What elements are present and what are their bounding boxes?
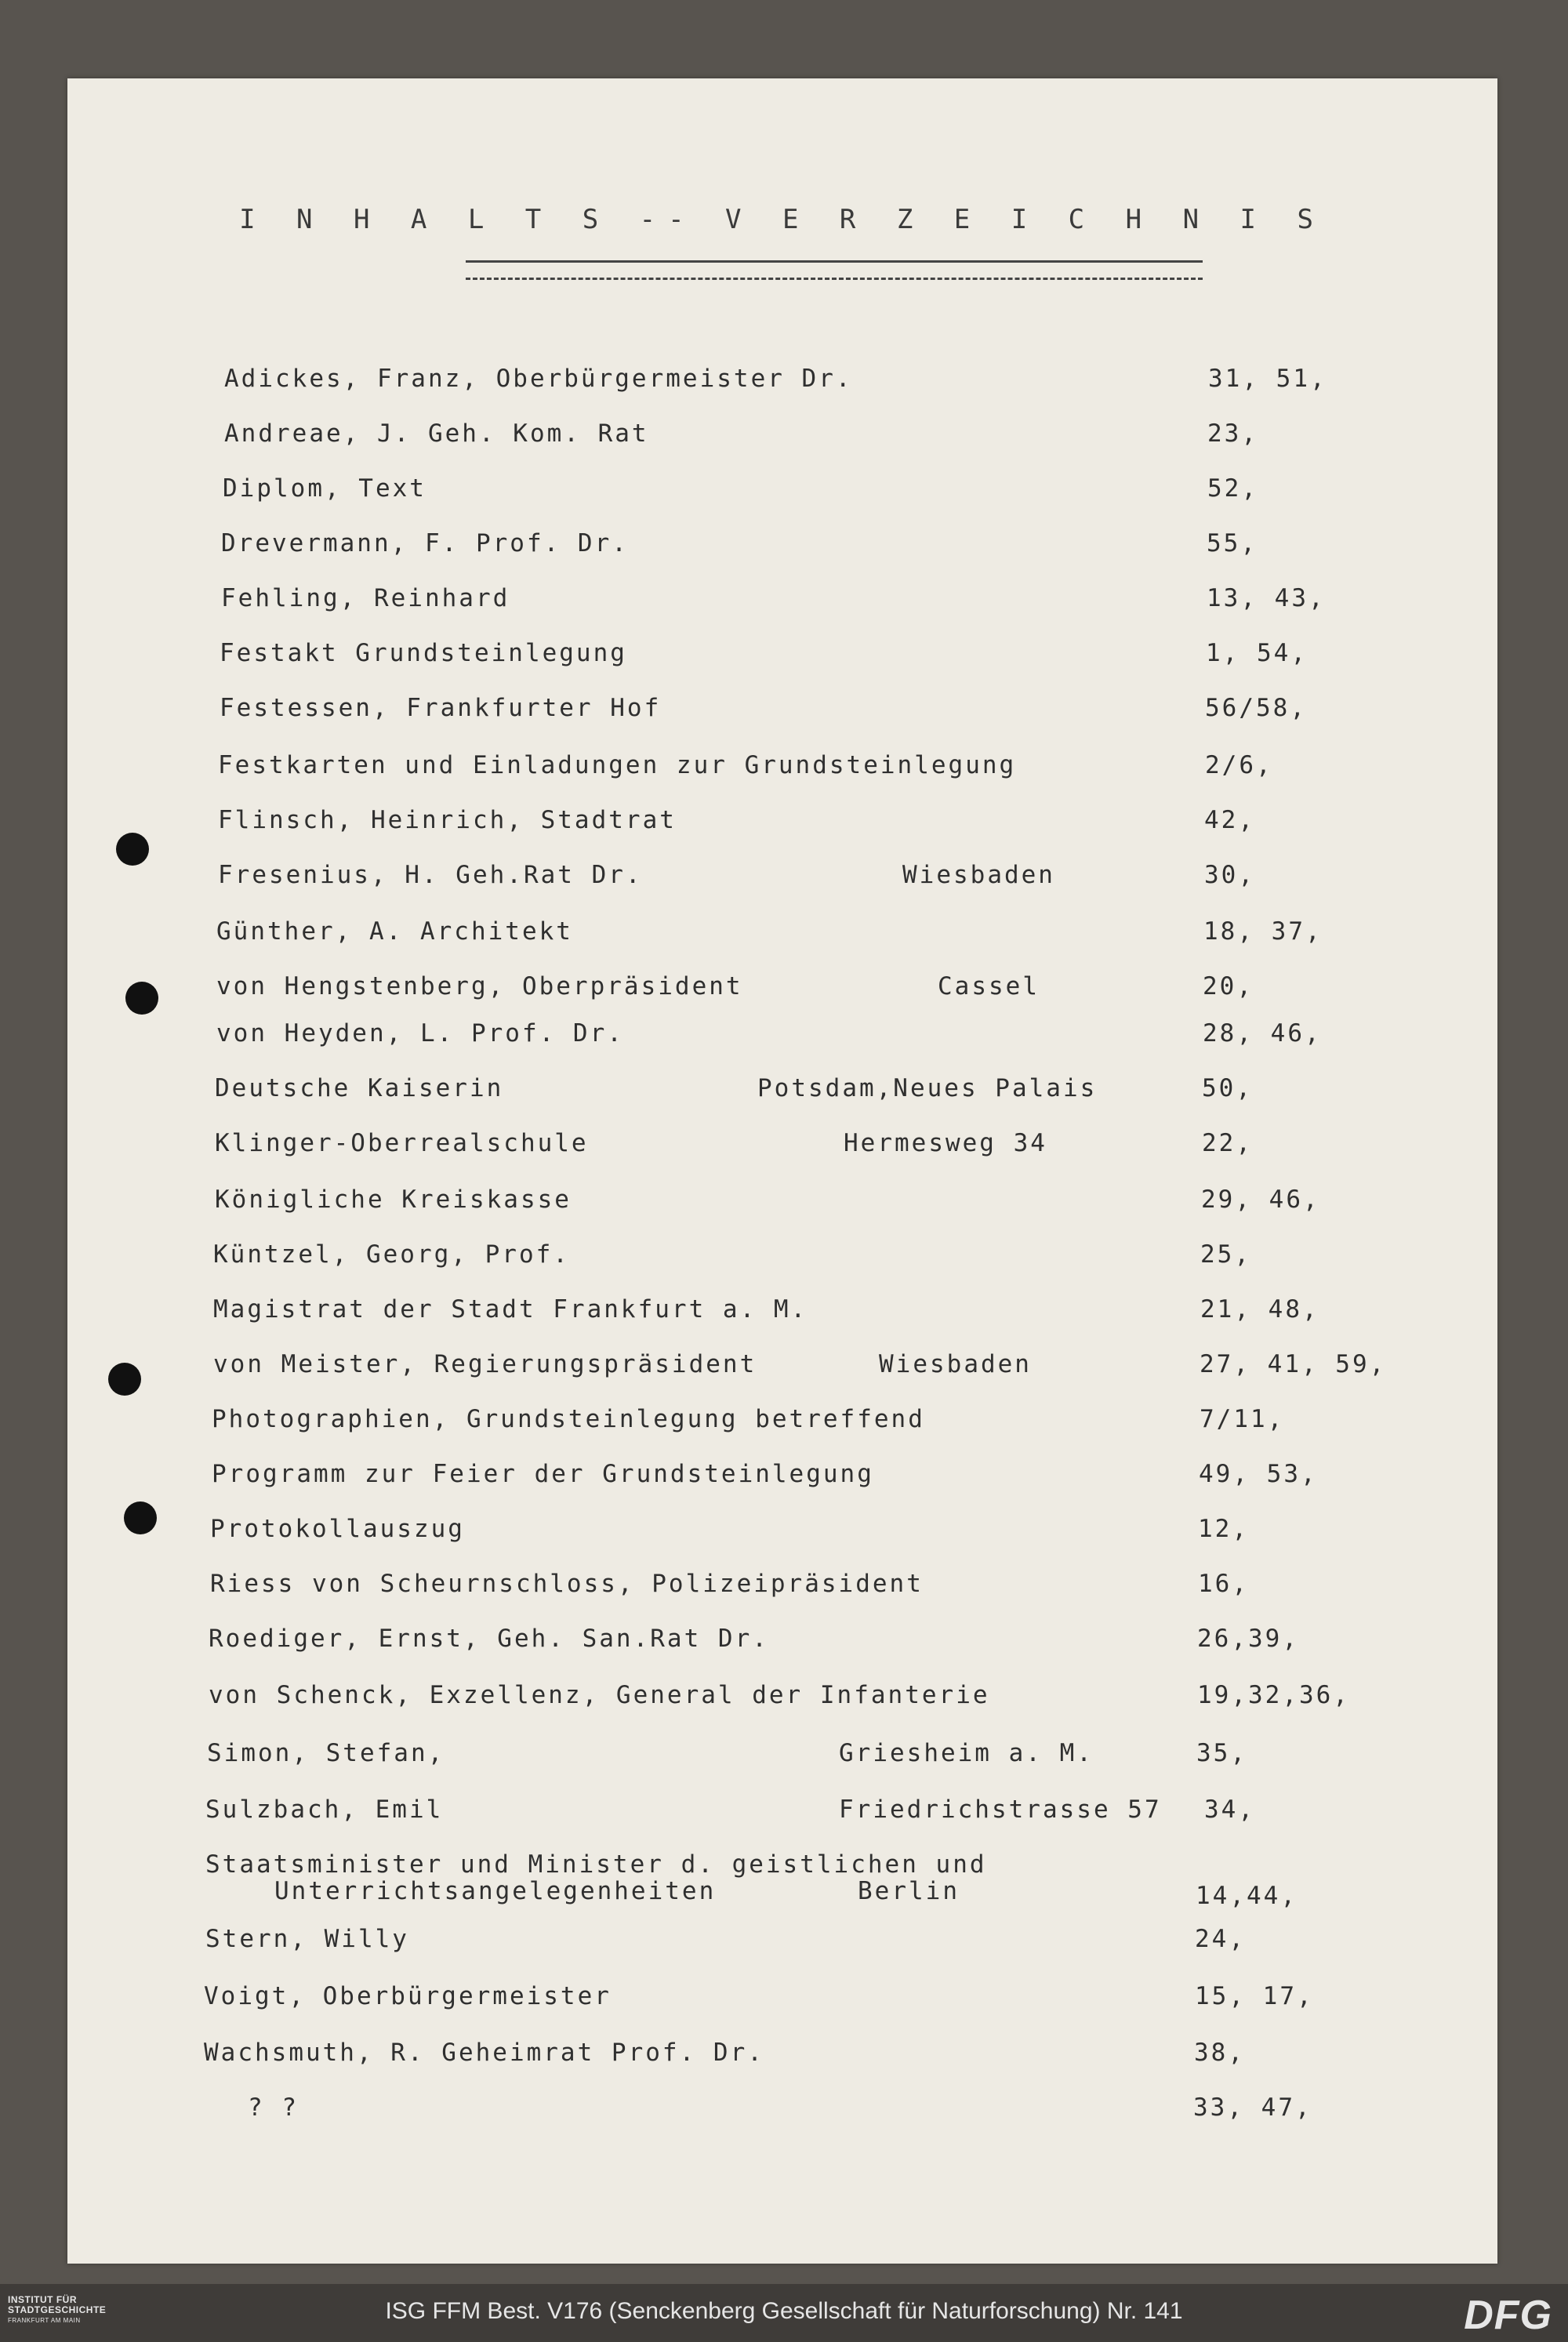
entry-pages: 35,: [1196, 1739, 1247, 1767]
entry-name: Flinsch, Heinrich, Stadtrat: [218, 806, 677, 834]
entry-place: Potsdam,Neues Palais: [757, 1074, 1098, 1102]
index-entry: [67, 1850, 1497, 1910]
entry-pages: 49, 53,: [1199, 1460, 1318, 1488]
entry-place: Friedrichstrasse 57: [839, 1796, 1162, 1824]
entry-pages: 18, 37,: [1203, 917, 1323, 946]
index-entry: [67, 1570, 1497, 1625]
index-entry: [67, 806, 1497, 861]
entry-pages: 38,: [1194, 2039, 1245, 2067]
entry-name: Simon, Stefan,: [207, 1739, 445, 1767]
punch-hole: [108, 1363, 141, 1396]
punch-hole: [125, 982, 158, 1015]
entry-name-continued: Unterrichtsangelegenheiten: [274, 1877, 717, 1905]
index-entry: [67, 861, 1497, 916]
index-entry: [67, 529, 1497, 584]
index-entry: [67, 1405, 1497, 1460]
entry-name: ? ?: [248, 2093, 299, 2122]
entry-name: Königliche Kreiskasse: [215, 1186, 572, 1214]
entry-place: Wiesbaden: [879, 1350, 1032, 1378]
entry-name: Magistrat der Stadt Frankfurt a. M.: [213, 1295, 808, 1324]
entry-pages: 56/58,: [1205, 694, 1307, 722]
entry-place: Cassel: [938, 972, 1040, 1000]
entry-pages: 15, 17,: [1195, 1982, 1314, 2010]
index-entry: [67, 1625, 1497, 1679]
entry-pages: 55,: [1207, 529, 1258, 557]
entry-pages: 28, 46,: [1203, 1019, 1322, 1048]
entry-pages: 52,: [1207, 474, 1258, 503]
entry-name: von Hengstenberg, Oberpräsident: [216, 972, 743, 1000]
entry-pages: 30,: [1204, 861, 1255, 889]
entry-pages: 27, 41, 59,: [1200, 1350, 1387, 1378]
entry-pages: 16,: [1198, 1570, 1249, 1598]
entry-name: Drevermann, F. Prof. Dr.: [221, 529, 629, 557]
index-entry: [67, 1460, 1497, 1515]
index-list: [67, 78, 1497, 2264]
entry-name: Staatsminister und Minister d. geistlichen und: [205, 1850, 987, 1879]
entry-pages: 42,: [1204, 806, 1255, 834]
entry-pages: 33, 47,: [1193, 2093, 1312, 2122]
index-entry: [67, 2093, 1497, 2148]
entry-name: von Meister, Regierungspräsident: [213, 1350, 757, 1378]
entry-pages: 12,: [1198, 1515, 1249, 1543]
archive-caption: ISG FFM Best. V176 (Senckenberg Gesellschaft für Naturforschung) Nr. 141: [385, 2298, 1183, 2324]
entry-place: Wiesbaden: [902, 861, 1055, 889]
entry-name: Programm zur Feier der Grundsteinlegung: [212, 1460, 874, 1488]
entry-pages: 24,: [1195, 1925, 1246, 1953]
entry-name: Klinger-Oberrealschule: [215, 1129, 589, 1157]
index-entry: [67, 584, 1497, 639]
index-entry: [67, 419, 1497, 474]
entry-pages: 50,: [1202, 1074, 1253, 1102]
entry-pages: 21, 48,: [1200, 1295, 1319, 1324]
entry-name: von Heyden, L. Prof. Dr.: [216, 1019, 624, 1048]
entry-name: Riess von Scheurnschloss, Polizeipräsident: [210, 1570, 924, 1598]
entry-pages: 14,44,: [1196, 1882, 1298, 1910]
index-entry: [67, 1295, 1497, 1350]
entry-name: Festakt Grundsteinlegung: [220, 639, 627, 667]
entry-pages: 26,39,: [1197, 1625, 1299, 1653]
page-title: I N H A L T S -- V E R Z E I C H N I S: [239, 204, 1326, 235]
index-entry: [67, 365, 1497, 419]
index-entry: [67, 1982, 1497, 2037]
entry-pages: 20,: [1203, 972, 1254, 1000]
entry-name: von Schenck, Exzellenz, General der Infanterie: [209, 1681, 990, 1709]
index-entry: [67, 639, 1497, 694]
entry-name: Festessen, Frankfurter Hof: [220, 694, 662, 722]
entry-place: Hermesweg 34: [844, 1129, 1047, 1157]
entry-pages: 19,32,36,: [1197, 1681, 1350, 1709]
dfg-logo: DFG: [1464, 2293, 1552, 2338]
entry-pages: 29, 46,: [1201, 1186, 1320, 1214]
entry-name: Wachsmuth, R. Geheimrat Prof. Dr.: [204, 2039, 764, 2067]
institute-logo: INSTITUT FÜR STADTGESCHICHTE FRANKFURT AM MAIN: [8, 2294, 107, 2324]
entry-pages: 2/6,: [1205, 751, 1273, 779]
entry-name: Protokollauszug: [210, 1515, 465, 1543]
entry-name: Stern, Willy: [205, 1925, 409, 1953]
entry-pages: 1, 54,: [1206, 639, 1308, 667]
entry-pages: 34,: [1204, 1796, 1255, 1824]
index-entry: [67, 1681, 1497, 1736]
archive-footer: [0, 2284, 1568, 2342]
entry-name: Photographien, Grundsteinlegung betreffend: [212, 1405, 925, 1433]
entry-name: Fehling, Reinhard: [221, 584, 510, 612]
index-entry: [67, 2039, 1497, 2093]
entry-pages: 31, 51,: [1208, 365, 1327, 393]
index-entry: [67, 1129, 1497, 1184]
entry-pages: 23,: [1207, 419, 1258, 448]
entry-name: Roediger, Ernst, Geh. San.Rat Dr.: [209, 1625, 769, 1653]
entry-name: Festkarten und Einladungen zur Grundsteinlegung: [218, 751, 1017, 779]
index-entry: [67, 1074, 1497, 1129]
document-page: [67, 78, 1497, 2264]
entry-name: Voigt, Oberbürgermeister: [204, 1982, 612, 2010]
index-entry: [67, 1796, 1497, 1850]
index-entry: [67, 1739, 1497, 1794]
entry-pages: 25,: [1200, 1240, 1251, 1269]
punch-hole: [116, 833, 149, 866]
entry-place: Griesheim a. M.: [839, 1739, 1094, 1767]
index-entry: [67, 1925, 1497, 1980]
entry-name: Küntzel, Georg, Prof.: [213, 1240, 570, 1269]
index-entry: [67, 917, 1497, 972]
entry-name: Deutsche Kaiserin: [215, 1074, 504, 1102]
entry-name: Günther, A. Architekt: [216, 917, 573, 946]
index-entry: [67, 1515, 1497, 1570]
index-entry: [67, 751, 1497, 806]
entry-name: Sulzbach, Emil: [205, 1796, 444, 1824]
index-entry: [67, 1350, 1497, 1405]
index-entry: [67, 1186, 1497, 1240]
entry-name: Diplom, Text: [223, 474, 426, 503]
entry-place: Berlin: [858, 1877, 960, 1905]
index-entry: [67, 474, 1497, 529]
punch-hole: [124, 1501, 157, 1534]
entry-pages: 7/11,: [1200, 1405, 1285, 1433]
index-entry: [67, 694, 1497, 749]
entry-name: Adickes, Franz, Oberbürgermeister Dr.: [224, 365, 853, 393]
entry-pages: 13, 43,: [1207, 584, 1326, 612]
entry-name: Fresenius, H. Geh.Rat Dr.: [218, 861, 643, 889]
entry-name: Andreae, J. Geh. Kom. Rat: [224, 419, 649, 448]
index-entry: [67, 1019, 1497, 1074]
entry-pages: 22,: [1202, 1129, 1253, 1157]
index-entry: [67, 1240, 1497, 1295]
